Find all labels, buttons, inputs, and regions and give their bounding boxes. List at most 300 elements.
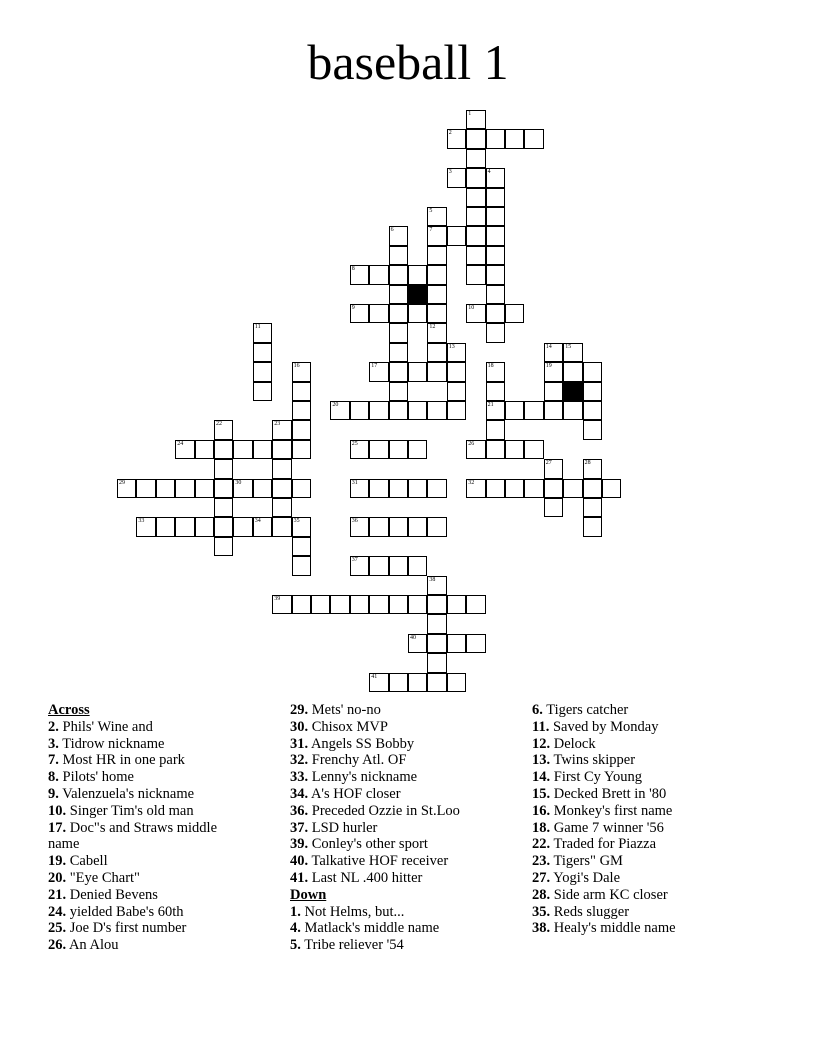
grid-cell[interactable] (253, 382, 272, 401)
grid-cell[interactable] (427, 226, 446, 245)
clue-number: 35. (532, 903, 551, 920)
grid-cell[interactable] (350, 265, 369, 284)
grid-cell[interactable] (544, 479, 563, 498)
grid-cell[interactable] (427, 207, 446, 226)
clue-number: 38. (532, 920, 551, 937)
clue-number: 2. (48, 718, 59, 735)
clue-item (532, 887, 762, 904)
grid-cell[interactable] (427, 285, 446, 304)
grid-cell[interactable] (389, 595, 408, 614)
grid-cell[interactable] (350, 595, 369, 614)
clue-number: 32. (290, 752, 309, 769)
grid-cell[interactable] (427, 479, 446, 498)
clue-number: 26. (48, 937, 67, 954)
cell-number: 40 (410, 634, 416, 641)
grid-cell[interactable] (389, 323, 408, 342)
grid-cell[interactable] (369, 556, 388, 575)
grid-cell[interactable] (272, 440, 291, 459)
grid-cell[interactable] (466, 634, 485, 653)
clue-number: 40. (290, 853, 309, 870)
grid-cell[interactable] (369, 265, 388, 284)
clue-number: 4. (290, 920, 301, 937)
clue-number: 8. (48, 769, 59, 786)
grid-cell[interactable] (292, 479, 311, 498)
clue-item (532, 769, 762, 786)
cell-number: 18 (487, 363, 494, 370)
clue-item (48, 719, 248, 736)
grid-cell[interactable] (369, 479, 388, 498)
clue-text: LSD hurler (308, 819, 378, 836)
clue-text: Tigers catcher (542, 702, 629, 718)
grid-cell[interactable] (389, 401, 408, 420)
grid-cell[interactable] (253, 440, 272, 459)
clue-item (290, 904, 520, 921)
grid-cell[interactable] (214, 459, 233, 478)
clue-item (290, 920, 520, 937)
grid-cell[interactable] (369, 517, 388, 536)
grid-cell[interactable] (272, 420, 291, 439)
clue-item (532, 904, 762, 921)
grid-cell[interactable] (408, 595, 427, 614)
grid-cell[interactable] (447, 595, 466, 614)
cell-number: 9 (351, 305, 355, 311)
clue-text: Lenny's nickname (308, 769, 418, 786)
grid-cell[interactable] (486, 304, 505, 323)
grid-cell[interactable] (253, 517, 272, 536)
clue-number: 21. (48, 886, 67, 903)
grid-cell[interactable] (350, 556, 369, 575)
grid-cell[interactable] (583, 517, 602, 536)
grid-cell[interactable] (486, 168, 505, 187)
cell-number: 23 (274, 421, 281, 428)
down-clue-list (290, 904, 520, 954)
grid-cell[interactable] (466, 246, 485, 265)
down-clue-list (532, 702, 762, 937)
grid-cell[interactable] (253, 479, 272, 498)
grid-cell[interactable] (427, 595, 446, 614)
clue-item (48, 820, 248, 854)
cell-number: 6 (390, 227, 394, 234)
grid-cell[interactable] (563, 401, 582, 420)
grid-cell[interactable] (369, 401, 388, 420)
grid-cell[interactable] (233, 440, 252, 459)
clue-number: 13. (532, 752, 551, 769)
grid-cell[interactable] (292, 440, 311, 459)
clue-text: Reds slugger (550, 903, 630, 920)
cell-number: 30 (235, 479, 242, 486)
grid-cell[interactable] (583, 479, 602, 498)
clue-item (290, 820, 520, 837)
across-clue-list (48, 719, 248, 954)
grid-cell[interactable] (175, 479, 194, 498)
cell-number: 16 (293, 363, 300, 370)
grid-cell[interactable] (408, 479, 427, 498)
grid-cell[interactable] (389, 304, 408, 323)
grid-cell[interactable] (292, 595, 311, 614)
clue-text: Decked Brett in '80 (550, 785, 667, 802)
grid-cell[interactable] (330, 595, 349, 614)
clue-number: 19. (48, 853, 67, 870)
grid-cell[interactable] (544, 401, 563, 420)
grid-cell[interactable] (389, 362, 408, 381)
grid-cell[interactable] (447, 129, 466, 148)
cell-number: 22 (216, 421, 222, 428)
grid-cell[interactable] (136, 517, 155, 536)
grid-cell[interactable] (214, 440, 233, 459)
grid-cell[interactable] (544, 382, 563, 401)
clue-text: Pilots' home (58, 769, 134, 786)
clue-number: 36. (290, 802, 309, 819)
grid-cell[interactable] (136, 479, 155, 498)
grid-cell[interactable] (486, 226, 505, 245)
clue-number: 1. (290, 903, 301, 920)
grid-cell[interactable] (427, 246, 446, 265)
clue-number: 41. (290, 869, 309, 886)
grid-cell[interactable] (583, 459, 602, 478)
grid-cell[interactable] (466, 149, 485, 168)
clue-text: Phils' Wine and (58, 718, 153, 735)
clue-text: Joe D's first number (66, 920, 187, 937)
clue-column-1 (48, 702, 248, 954)
grid-cell[interactable] (389, 265, 408, 284)
grid-cell[interactable] (466, 226, 485, 245)
clue-item (532, 786, 762, 803)
clue-text: Cabell (66, 853, 108, 870)
grid-cell[interactable] (583, 362, 602, 381)
grid-cell[interactable] (330, 401, 349, 420)
grid-cell[interactable] (505, 304, 524, 323)
grid-cell[interactable] (272, 459, 291, 478)
grid-cell[interactable] (447, 673, 466, 692)
grid-cell[interactable] (505, 129, 524, 148)
grid-cell[interactable] (408, 440, 427, 459)
grid-cell[interactable] (544, 498, 563, 517)
clue-item (532, 870, 762, 887)
grid-cell[interactable] (563, 479, 582, 498)
grid-cell[interactable] (427, 517, 446, 536)
cell-number: 34 (254, 518, 261, 525)
grid-cell[interactable] (389, 479, 408, 498)
clue-column-3 (532, 702, 762, 937)
grid-cell[interactable] (369, 440, 388, 459)
grid-cell[interactable] (233, 479, 252, 498)
clue-item (532, 752, 762, 769)
grid-cell[interactable] (389, 343, 408, 362)
grid-cell[interactable] (292, 382, 311, 401)
grid-cell[interactable] (544, 362, 563, 381)
cell-number: 5 (429, 208, 433, 214)
grid-cell[interactable] (602, 479, 621, 498)
grid-cell[interactable] (466, 110, 485, 129)
grid-cell[interactable] (233, 517, 252, 536)
grid-cell[interactable] (272, 498, 291, 517)
clue-text: Tribe reliever '54 (300, 937, 404, 954)
cell-number: 8 (351, 266, 355, 273)
clue-item (532, 803, 762, 820)
grid-cell[interactable] (524, 401, 543, 420)
cell-number: 36 (351, 518, 358, 525)
cell-number: 3 (448, 169, 452, 176)
grid-cell[interactable] (389, 226, 408, 245)
grid-cell[interactable] (175, 517, 194, 536)
grid-cell[interactable] (408, 517, 427, 536)
clue-text: Matlack's middle name (300, 920, 440, 937)
clue-item (48, 803, 248, 820)
grid-cell[interactable] (505, 401, 524, 420)
grid-cell[interactable] (544, 459, 563, 478)
clue-text: yielded Babe's 60th (66, 903, 184, 920)
grid-cell[interactable] (389, 285, 408, 304)
clue-item (290, 769, 520, 786)
clue-text: Traded for Piazza (550, 836, 657, 853)
clue-item (48, 870, 248, 887)
grid-cell[interactable] (486, 440, 505, 459)
grid-cell[interactable] (117, 479, 136, 498)
cell-number: 2 (448, 130, 452, 137)
grid-cell[interactable] (408, 673, 427, 692)
grid-cell[interactable] (272, 595, 291, 614)
clue-number: 27. (532, 869, 551, 886)
clue-number: 5. (290, 937, 301, 954)
grid-cell[interactable] (466, 207, 485, 226)
grid-cell[interactable] (408, 634, 427, 653)
down-header: Down (290, 886, 327, 903)
clue-item (290, 752, 520, 769)
clue-item (532, 853, 762, 870)
clue-column-2 (290, 702, 520, 954)
grid-cell[interactable] (524, 129, 543, 148)
grid-cell[interactable] (583, 382, 602, 401)
grid-cell[interactable] (408, 362, 427, 381)
grid-cell[interactable] (544, 343, 563, 362)
clue-number: 14. (532, 769, 551, 786)
grid-cell[interactable] (292, 420, 311, 439)
grid-cell[interactable] (466, 265, 485, 284)
grid-cell[interactable] (369, 362, 388, 381)
grid-cell[interactable] (486, 188, 505, 207)
clue-item (290, 719, 520, 736)
grid-cell[interactable] (427, 343, 446, 362)
grid-cell[interactable] (350, 304, 369, 323)
grid-cell[interactable] (292, 401, 311, 420)
clue-number: 11. (532, 718, 550, 735)
grid-cell[interactable] (486, 362, 505, 381)
cell-number: 10 (468, 305, 475, 311)
clue-item (532, 920, 762, 937)
grid-cell[interactable] (292, 362, 311, 381)
grid-cell[interactable] (253, 362, 272, 381)
cell-number: 31 (351, 479, 358, 486)
grid-cell[interactable] (272, 479, 291, 498)
grid-cell[interactable] (486, 420, 505, 439)
grid-cell[interactable] (466, 304, 485, 323)
across-clue-list (290, 702, 520, 887)
grid-cell[interactable] (214, 537, 233, 556)
clue-item (532, 702, 762, 719)
cell-number: 38 (429, 576, 436, 583)
grid-cell[interactable] (427, 614, 446, 633)
grid-cell[interactable] (408, 265, 427, 284)
grid-cell[interactable] (505, 440, 524, 459)
grid-cell[interactable] (447, 401, 466, 420)
clue-text: Monkey's first name (550, 802, 673, 819)
clue-text: Angels SS Bobby (308, 735, 415, 752)
grid-cell[interactable] (214, 517, 233, 536)
grid-cell[interactable] (350, 517, 369, 536)
grid-cell[interactable] (427, 673, 446, 692)
clue-number: 37. (290, 819, 309, 836)
clue-number: 25. (48, 920, 67, 937)
grid-cell[interactable] (447, 362, 466, 381)
grid-cell[interactable] (369, 595, 388, 614)
grid-cell[interactable] (292, 556, 311, 575)
black-square (563, 382, 582, 401)
clue-item (290, 736, 520, 753)
grid-cell[interactable] (524, 440, 543, 459)
grid-cell[interactable] (486, 401, 505, 420)
grid-cell[interactable] (292, 537, 311, 556)
clue-text: Doc"s and Straws middle name (48, 819, 218, 853)
grid-cell[interactable] (427, 634, 446, 653)
grid-cell[interactable] (447, 634, 466, 653)
grid-cell[interactable] (466, 168, 485, 187)
grid-cell[interactable] (563, 362, 582, 381)
grid-cell[interactable] (447, 226, 466, 245)
cell-number: 27 (545, 460, 552, 467)
clue-text: An Alou (66, 937, 119, 954)
clue-number: 10. (48, 802, 67, 819)
grid-cell[interactable] (563, 343, 582, 362)
grid-cell[interactable] (389, 246, 408, 265)
grid-cell[interactable] (408, 304, 427, 323)
clue-number: 29. (290, 702, 309, 718)
grid-cell[interactable] (292, 517, 311, 536)
clue-item (290, 786, 520, 803)
grid-cell[interactable] (466, 479, 485, 498)
grid-cell[interactable] (486, 285, 505, 304)
grid-cell[interactable] (408, 556, 427, 575)
clue-item (48, 853, 248, 870)
grid-cell[interactable] (272, 517, 291, 536)
grid-cell[interactable] (427, 653, 446, 672)
cell-number: 15 (565, 343, 572, 350)
clue-number: 23. (532, 853, 551, 870)
grid-cell[interactable] (350, 401, 369, 420)
clue-number: 18. (532, 819, 551, 836)
grid-cell[interactable] (427, 576, 446, 595)
clue-number: 6. (532, 702, 543, 718)
grid-cell[interactable] (156, 479, 175, 498)
grid-cell[interactable] (466, 129, 485, 148)
grid-cell[interactable] (466, 595, 485, 614)
grid-cell[interactable] (369, 304, 388, 323)
grid-cell[interactable] (369, 673, 388, 692)
clue-item (48, 904, 248, 921)
cell-number: 37 (351, 557, 358, 564)
grid-cell[interactable] (486, 207, 505, 226)
clue-number: 12. (532, 735, 551, 752)
cell-number: 17 (371, 363, 378, 370)
grid-cell[interactable] (156, 517, 175, 536)
grid-cell[interactable] (466, 188, 485, 207)
grid-cell[interactable] (427, 401, 446, 420)
grid-cell[interactable] (427, 265, 446, 284)
clue-number: 28. (532, 886, 551, 903)
clue-number: 3. (48, 735, 59, 752)
grid-cell[interactable] (214, 498, 233, 517)
grid-cell[interactable] (195, 440, 214, 459)
clue-number: 34. (290, 785, 309, 802)
grid-cell[interactable] (195, 517, 214, 536)
grid-cell[interactable] (389, 517, 408, 536)
clue-text: Side arm KC closer (550, 886, 668, 903)
grid-cell[interactable] (195, 479, 214, 498)
clue-number: 20. (48, 869, 67, 886)
grid-cell[interactable] (447, 343, 466, 362)
clue-text: Delock (550, 735, 596, 752)
clue-item (532, 820, 762, 837)
grid-cell[interactable] (583, 420, 602, 439)
grid-cell[interactable] (427, 362, 446, 381)
grid-cell[interactable] (486, 479, 505, 498)
grid-cell[interactable] (389, 382, 408, 401)
grid-cell[interactable] (486, 129, 505, 148)
clue-text: Singer Tim's old man (66, 802, 194, 819)
grid-cell[interactable] (214, 479, 233, 498)
grid-cell[interactable] (486, 246, 505, 265)
grid-cell[interactable] (389, 556, 408, 575)
grid-cell[interactable] (505, 479, 524, 498)
grid-cell[interactable] (389, 440, 408, 459)
grid-cell[interactable] (583, 498, 602, 517)
clue-item (290, 853, 520, 870)
grid-cell[interactable] (350, 479, 369, 498)
clue-item (48, 786, 248, 803)
grid-cell[interactable] (447, 168, 466, 187)
clue-item (290, 870, 520, 887)
grid-cell[interactable] (486, 265, 505, 284)
grid-cell[interactable] (486, 382, 505, 401)
grid-cell[interactable] (427, 323, 446, 342)
grid-cell[interactable] (408, 401, 427, 420)
grid-cell[interactable] (583, 401, 602, 420)
grid-cell[interactable] (175, 440, 194, 459)
across-header: Across (48, 702, 90, 718)
grid-cell[interactable] (253, 343, 272, 362)
clue-text: Talkative HOF receiver (308, 853, 449, 870)
clue-text: Chisox MVP (308, 718, 388, 735)
cell-number: 12 (429, 324, 436, 331)
grid-cell[interactable] (466, 440, 485, 459)
grid-cell[interactable] (389, 673, 408, 692)
clue-text: Tidrow nickname (58, 735, 165, 752)
cell-number: 29 (119, 479, 125, 486)
cell-number: 11 (254, 324, 261, 331)
grid-cell[interactable] (253, 323, 272, 342)
grid-cell[interactable] (524, 479, 543, 498)
cell-number: 41 (371, 673, 378, 680)
grid-cell[interactable] (427, 304, 446, 323)
clue-number: 33. (290, 769, 309, 786)
grid-cell[interactable] (486, 323, 505, 342)
grid-cell[interactable] (350, 440, 369, 459)
cell-number: 26 (468, 440, 475, 447)
grid-cell[interactable] (214, 420, 233, 439)
clue-item (48, 887, 248, 904)
grid-cell[interactable] (311, 595, 330, 614)
clue-number: 7. (48, 752, 59, 769)
grid-cell[interactable] (447, 382, 466, 401)
